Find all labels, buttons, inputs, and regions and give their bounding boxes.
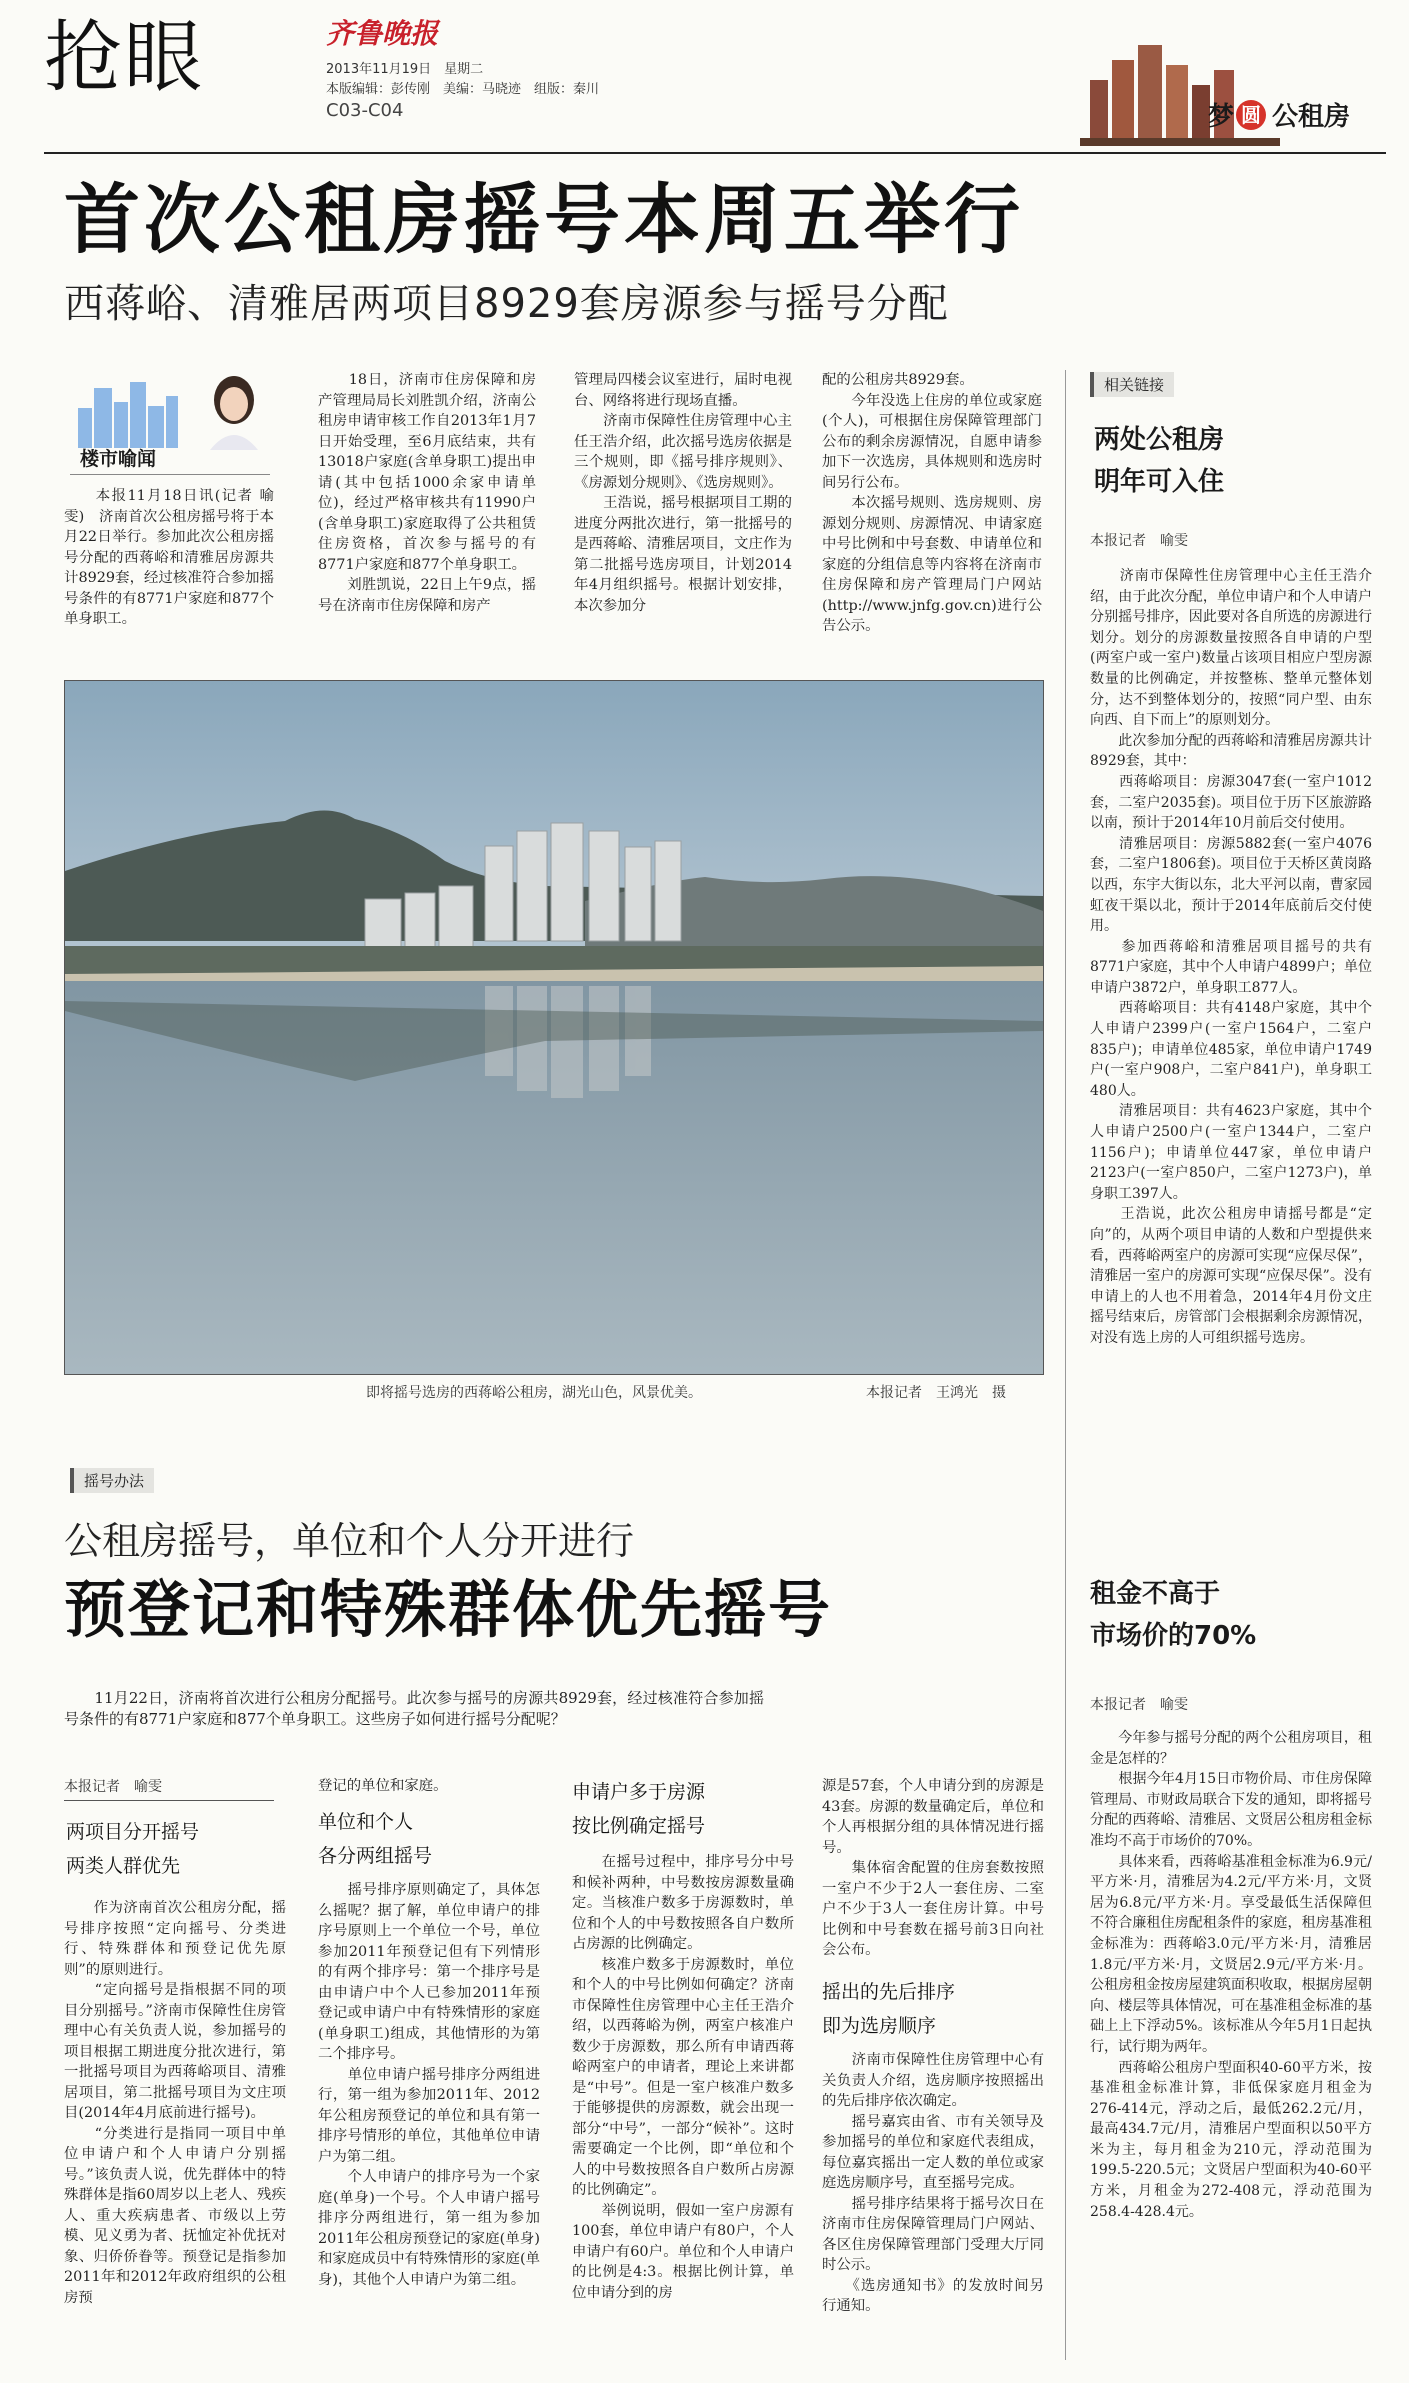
page-number: C03-C04: [326, 100, 404, 121]
second-c1-sub-2: 两类人群优先: [66, 1855, 181, 1877]
second-c2-sub-1: 单位和个人: [318, 1811, 414, 1833]
second-intro: 11月22日，济南将首次进行公租房分配摇号。此次参与摇号的房源共8929套，经过核准符合参加摇号条件的有8771户家庭和877个单身职工。这些房子如何进行摇号分配呢？: [64, 1689, 764, 1728]
second-col-1: 作为济南首次公租房分配，摇号排序按照“定向摇号、分类进行、特殊群体和预登记优先原则”的原则进行。 “定向摇号是指根据不同的项目分别摇号。”济南市保障性住房管理中心有关负责人说，参加摇号的项目根据工期进度分批次进行，第一批摇号项目为西蒋峪项目、清雅居项目，第二批摇号项目为文庄项目(2014年4月底前进行摇号)。 “分类进行是指同一项目中单位申请户和个人申请户分别摇号。”该负责人说，优先群体中的特殊群体是指60周岁以上老人、残疾人、重大疾病患者、市级以上劳模、见义勇为者、抚恤定补优抚对象、归侨侨眷等。预登记是指参加2011年和2012年政府组织的公租房预: [64, 1900, 286, 2306]
sidebar-tag: 相关链接: [1090, 372, 1174, 397]
sidebar-headline-2a: 租金不高于: [1090, 1579, 1221, 1609]
lead-col-4: 配的公租房共8929套。 今年没选上住房的单位或家庭(个人)，可根据住房保障管理部门公布的剩余房源情况，自愿申请参加下一次选房，具体规则和选房时间另行公布。 本次摇号规则、选房规则、房源划分规则、房源情况、申请家庭中号比例和中号套数、申请单位和家庭的分组信息等内容将在济南市住房保障和房产管理局门户网站(http://www.jnfg.gov.cn)进行公告公示。: [822, 372, 1042, 634]
lead-col-2: 18日，济南市住房保障和房产管理局局长刘胜凯介绍，济南公租房申请审核工作自2013年1月7日开始受理，至6月底结束，共有13018户家庭(含单身职工)提出申请(其中包括1000余家申请单位)，经过严格审核共有11990户(含单身职工)家庭取得了公共租赁住房资格，首次参与摇号的有8771户家庭和877个单身职工。 刘胜凯说，22日上午9点，摇号在济南市住房保障和房产: [318, 372, 536, 614]
second-col-4-top: 源是57套，个人申请分到的房源是43套。房源的数量确定后，单位和个人再根据分组的具体情况进行摇号。 集体宿舍配置的住房套数按照一室户不少于2人一套住房、二室户不少于3人一套住房计算。中号比例和中号套数在摇号前3日向社会公布。: [822, 1778, 1044, 1958]
photo-caption: 即将摇号选房的西蒋峪公租房，湖光山色，风景优美。: [366, 1385, 702, 1401]
lead-col-1: 本报11月18日讯(记者 喻雯) 济南首次公租房摇号将于本月22日举行。参加此次公租房摇号分配的西蒋峪和清雅居房源共计8929套，经过核准符合参加摇号条件的有8771户家庭和877个单身职工。: [64, 488, 274, 627]
second-tag: 摇号办法: [70, 1468, 154, 1493]
second-c4-sub-1: 摇出的先后排序: [822, 1981, 956, 2003]
sidebar-headline-1b: 明年可入住: [1094, 467, 1225, 497]
sidebar-headline-2b: 市场价的70%: [1090, 1621, 1257, 1651]
sidebar-text-1: 济南市保障性住房管理中心主任王浩介绍，由于此次分配，单位申请户和个人申请户分别摇号排序，因此要对各自所选的房源进行划分。划分的房源数量按照各自申请的户型(两室户或一室户)数量占该项目相应户型房源数量的比例确定，并按整栋、整单元整体划分，达不到整体划分的，按照“同户型、由东向西、自下而上”的原则划分。 此次参加分配的西蒋峪和清雅居房源共计8929套，其中： 西蒋峪项目：房源3047套(一室户1012套，二室户2035套)。项目位于历下区旅游路以南，预计于2014年10月前后交付使用。 清雅居项目：房源5882套(一室户4076套，二室户1806套)。项目位于天桥区黄岗路以西，东宇大街以东，北大平河以南，曹家园虹夜干渠以北，预计于2014年底前后交付使用。 参加西蒋峪和清雅居项目摇号的共有8771户家庭，其中个人申请户4899户；单位申请户3872户，单身职工877人。 西蒋峪项目：共有4148户家庭，其中个人申请户2399户(一室户1564户，二室户835户)；申请单位485家，单位申请户1749户(一室户908户，二室户841户)，单身职工480人。 清雅居项目：共有4623户家庭，其中个人申请户2500户(一室户1344户，二室户1156户)；申请单位447家，单位申请户2123户(一室户850户，二室户1273户)，单身职工397人。 王浩说，此次公租房申请摇号都是“定向”的，从两个项目申请的人数和户型提供来看，西蒋峪两室户的房源可实现“应保尽保”，清雅居一室户的房源可实现“应保尽保”。没有申请上的人也不用着急，2014年4月份文庄摇号结束后，房管部门会根据剩余房源情况，对没有选上房的人可组织摇号选房。: [1090, 568, 1372, 1346]
masthead-rule: [44, 152, 1386, 154]
second-col-2: 摇号排序原则确定了，具体怎么摇呢？据了解，单位申请户的排序号原则上一个单位一个号，单位参加2011年预登记但有下列情形的有两个排序号：第一个排序号是由申请户中个人已参加2011年预登记或申请户中有特殊情形的家庭(单身职工)组成，其他情形的为第二个排序号。 单位申请户摇号排序分两组进行，第一组为参加2011年、2012年公租房预登记的单位和具有第一排序号情形的单位，其他单位申请户为第二组。 个人申请户的排序号为一个家庭(单身)一个号。个人申请户摇号排序分两组进行，第一组为参加2011年公租房预登记的家庭(单身)和家庭成员中有特殊情形的家庭(单身)，其他个人申请户为第二组。: [318, 1882, 540, 2288]
sidebar-headline-1a: 两处公租房: [1094, 425, 1225, 455]
lead-photo: [64, 680, 1044, 1375]
second-c4-sub-2: 即为选房顺序: [822, 2015, 937, 2037]
date-line: 2013年11月19日 星期二: [326, 62, 484, 77]
lead-headline: 首次公租房摇号本周五举行: [64, 175, 1024, 264]
second-c3-sub-1: 申请户多于房源: [572, 1781, 706, 1803]
banner: [1080, 40, 1390, 150]
lead-col-3: 管理局四楼会议室进行，届时电视台、网络将进行现场直播。 济南市保障性住房管理中心主任王浩介绍，此次摇号选房依据是三个规则，即《摇号排序规则》、《房源划分规则》、《选房规则》。 王浩说，摇号根据项目工期的进度分两批次进行，第一批摇号的是西蒋峪、清雅居项目，文庄作为第二批摇号选房项目，计划2014年4月组织摇号。根据计划安排，本次参加分: [574, 372, 792, 614]
second-col-4: 济南市保障性住房管理中心有关负责人介绍，选房顺序按照摇出的先后排序依次确定。 摇号嘉宾由省、市有关领导及参加摇号的单位和家庭代表组成，每位嘉宾摇出一定人数的单位或家庭选房顺序号，直至摇号完成。 摇号排序结果将于摇号次日在济南市住房保障管理局门户网站、各区住房保障管理部门受理大厅同时公示。 《选房通知书》的发放时间另行通知。: [822, 2052, 1044, 2314]
second-kicker: 公租房摇号，单位和个人分开进行: [64, 1519, 635, 1563]
sidebar-byline-2: 本报记者 喻雯: [1090, 1697, 1188, 1713]
second-byline: 本报记者 喻雯: [64, 1779, 162, 1795]
sidebar-divider: [1065, 370, 1066, 2360]
second-c1-sub-1: 两项目分开摇号: [66, 1821, 200, 1843]
paper-name: 齐鲁晚报: [326, 17, 439, 50]
second-c2-sub-2: 各分两组摇号: [318, 1845, 433, 1867]
banner-char-1: 梦: [1208, 102, 1235, 132]
second-headline: 预登记和特殊群体优先摇号: [64, 1573, 833, 1646]
banner-label: 公租房: [1272, 102, 1351, 132]
section-title: 抢眼: [44, 13, 205, 103]
sidebar-text-2: 今年参与摇号分配的两个公租房项目，租金是怎样的？ 根据今年4月15日市物价局、市住房保障管理局、市财政局联合下发的通知，即将摇号分配的西蒋峪、清雅居、文贤居公租房租金标准均不高于市场价的70%。 具体来看，西蒋峪基准租金标准为6.9元/平方米·月，清雅居为4.2元/平方米·月，文贤居为6.8元/平方米·月。享受最低生活保障但不符合廉租住房配租条件的家庭，租房基准租金标准为：西蒋峪3.0元/平方米·月，清雅居1.8元/平方米·月，文贤居2.9元/平方米·月。公租房租金按房屋建筑面积收取，根据房屋朝向、楼层等具体情况，可在基准租金标准的基础上上下浮动5%。该标准从今年5月1日起执行，试行期为两年。 西蒋峪公租房户型面积40-60平方米，按基准租金标准计算，非低保家庭月租金为276-414元，浮动之后，最低262.2元/月，最高434.7元/月，清雅居户型面积以50平方米为主，每月租金为210元，浮动范围为199.5-220.5元；文贤居户型面积为40-60平方米，月租金为272-408元，浮动范围为258.4-428.4元。: [1090, 1730, 1372, 2220]
second-col-2-top: 登记的单位和家庭。: [318, 1778, 448, 1794]
building-banner-icon: [1080, 40, 1280, 150]
city-skyline-icon: [78, 378, 218, 448]
second-col-3: 在摇号过程中，排序号分中号和候补两种，中号数按房源数量确定。当核准户数多于房源数时，单位和个人的中号数按照各自户数所占房源的比例确定。 核准户数多于房源数时，单位和个人的中号比例如何确定？济南市保障性住房管理中心主任王浩介绍，以西蒋峪为例，两室户核准户数少于房源数，那么所有申请西蒋峪两室户的申请者，理论上来讲都是“中号”。但是一室户核准户数多于能够提供的房源数，就会出现一部分“中号”，一部分“候补”。这时需要确定一个比例，即“单位和个人的中号数按照各自户数所占房源的比例确定”。 举例说明，假如一室户房源有100套，单位申请户有80户，个人申请户有60户。单位和个人申请户的比例是4:3。根据比例计算，单位申请分到的房: [572, 1854, 794, 2301]
sidebar-byline-1: 本报记者 喻雯: [1090, 533, 1188, 549]
lead-subheadline: 西蒋峪、清雅居两项目8929套房源参与摇号分配: [64, 281, 949, 327]
photo-credit: 本报记者 王鸿光 摄: [866, 1385, 1006, 1401]
logo-avatar-icon: [202, 370, 266, 450]
column-logo-label: 楼市喻闻: [80, 448, 157, 470]
second-c3-sub-2: 按比例确定摇号: [572, 1815, 706, 1837]
banner-circle: 圆: [1236, 100, 1266, 130]
second-byline-rule: [64, 1800, 274, 1801]
editor-line: 本版编辑：彭传刚 美编：马晓迹 组版：秦川: [326, 82, 600, 97]
column-logo: [70, 370, 270, 475]
